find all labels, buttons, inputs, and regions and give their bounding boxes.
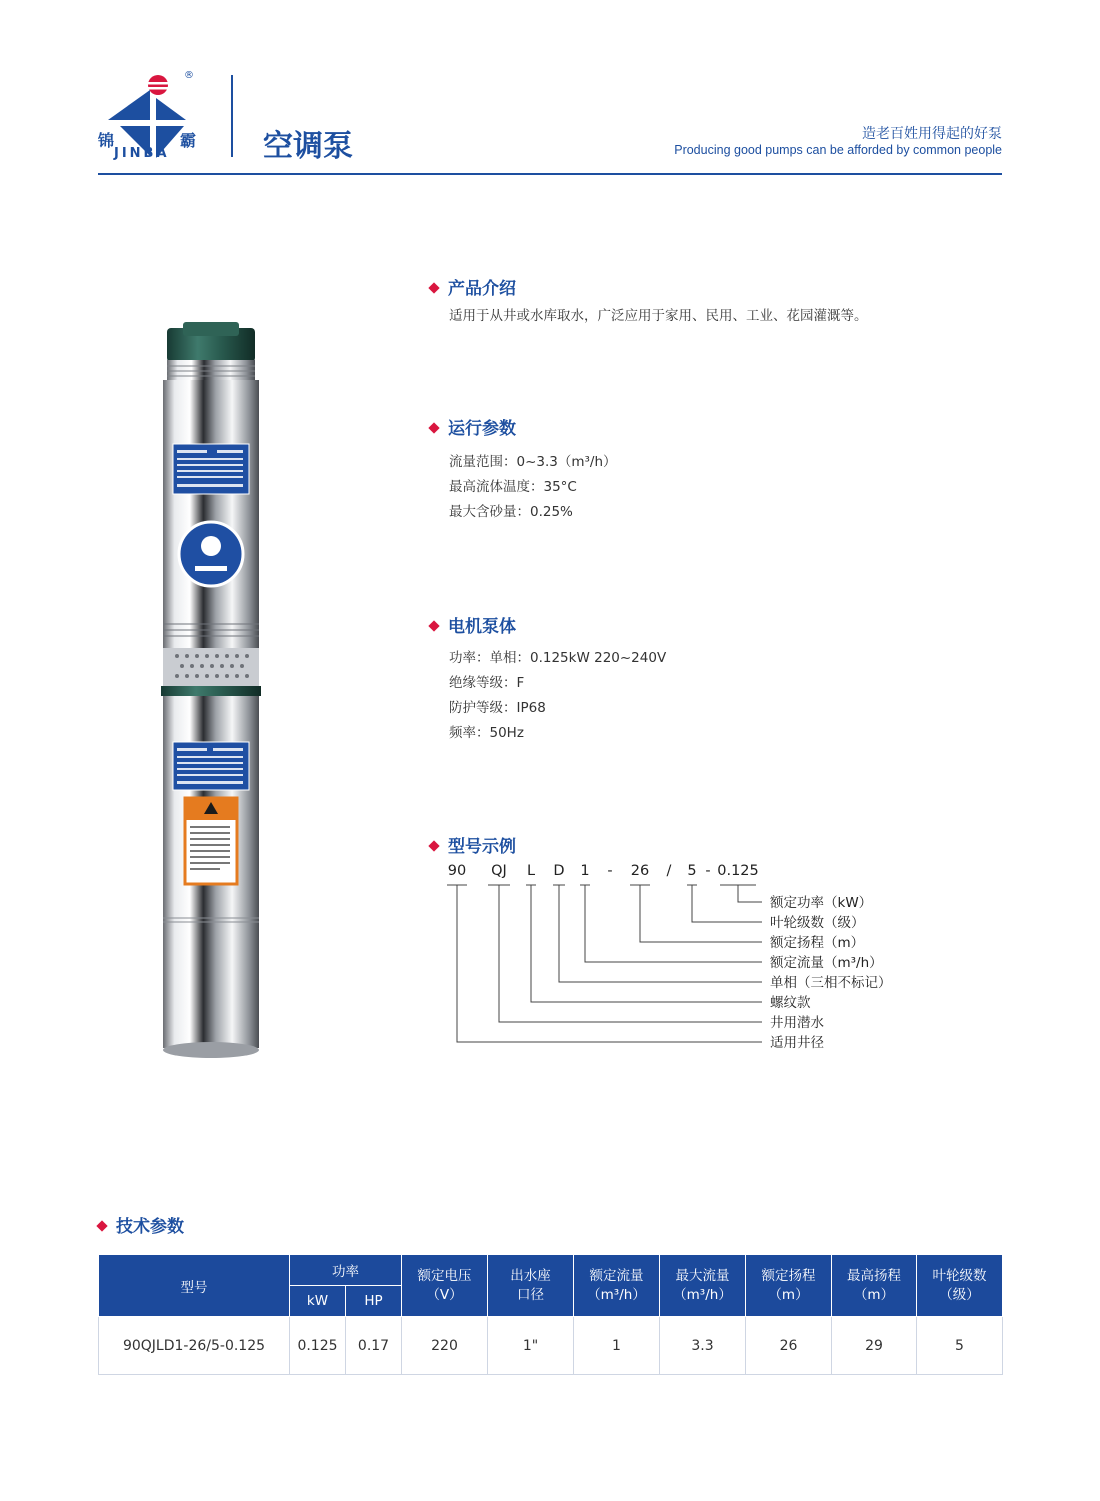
col-outlet: 出水座 口径 — [488, 1255, 574, 1317]
pump-image — [157, 322, 265, 1062]
model-part-slash: / — [666, 863, 672, 879]
model-part-1: 1 — [580, 863, 590, 879]
diamond-bullet-icon — [428, 422, 439, 433]
model-part-d: D — [553, 863, 565, 879]
cell-stages: 5 — [917, 1317, 1003, 1375]
operation-list — [449, 450, 617, 525]
operation-line: 最大含砂量：0.25% — [449, 504, 573, 520]
model-label-stages: 叶轮级数（级） — [770, 915, 865, 931]
operation-line: 最高流体温度：35°C — [449, 479, 577, 495]
diamond-bullet-icon — [96, 1220, 107, 1231]
model-code-diagram — [440, 858, 920, 1058]
brand-en: JINBA — [114, 146, 170, 161]
tech-table — [98, 1254, 1003, 1375]
page-title: 空调泵 — [263, 129, 353, 164]
col-hp: HP — [346, 1286, 402, 1317]
motor-line: 频率：50Hz — [449, 725, 524, 741]
header-divider — [231, 75, 233, 157]
model-part-5: 5 — [687, 863, 697, 879]
cell-rated-head: 26 — [746, 1317, 832, 1375]
model-part-dash2: - — [705, 863, 711, 879]
intro-text: 适用于从井或水库取水，广泛应用于家用、民用、工业、花园灌溉等。 — [449, 308, 868, 324]
cell-voltage: 220 — [402, 1317, 488, 1375]
diamond-bullet-icon — [428, 282, 439, 293]
cell-rated-flow: 1 — [574, 1317, 660, 1375]
cell-outlet: 1" — [488, 1317, 574, 1375]
col-model: 型号 — [99, 1255, 290, 1317]
model-part-l: L — [526, 863, 536, 879]
model-label-thread: 螺纹款 — [770, 995, 811, 1011]
header-rule — [98, 173, 1002, 175]
table-row — [99, 1317, 1003, 1375]
model-heading: 型号示例 — [430, 832, 516, 857]
col-voltage: 额定电压 （V） — [402, 1255, 488, 1317]
motor-line: 绝缘等级：F — [449, 675, 525, 691]
diamond-bullet-icon — [428, 840, 439, 851]
motor-line: 防护等级：IP68 — [449, 700, 546, 716]
col-max-head: 最高扬程 （m） — [832, 1255, 917, 1317]
intro-heading: 产品介绍 — [430, 274, 516, 299]
cell-model: 90QJLD1-26/5-0.125 — [99, 1317, 290, 1375]
model-label-power: 额定功率（kW） — [770, 895, 873, 911]
model-part-26: 26 — [630, 863, 650, 879]
operation-heading: 运行参数 — [430, 414, 516, 439]
cell-max-head: 29 — [832, 1317, 917, 1375]
col-max-flow: 最大流量 （m³/h） — [660, 1255, 746, 1317]
registered-mark: ® — [184, 70, 194, 81]
cell-hp: 0.17 — [346, 1317, 402, 1375]
tech-heading: 技术参数 — [98, 1212, 184, 1237]
diamond-bullet-icon — [428, 620, 439, 631]
model-label-flow: 额定流量（m³/h） — [770, 955, 883, 971]
col-kw: kW — [290, 1286, 346, 1317]
col-power: 功率 — [290, 1255, 402, 1286]
model-label-well: 适用井径 — [770, 1035, 824, 1051]
cell-kw: 0.125 — [290, 1317, 346, 1375]
slogan-en: Producing good pumps can be afforded by common people — [674, 143, 1002, 157]
model-label-head: 额定扬程（m） — [770, 935, 865, 951]
model-part-0125: 0.125 — [717, 863, 759, 879]
col-stages: 叶轮级数 （级） — [917, 1255, 1003, 1317]
motor-line: 功率：单相：0.125kW 220~240V — [449, 650, 667, 666]
model-part-dash1: - — [607, 863, 613, 879]
motor-list — [449, 646, 666, 746]
col-rated-head: 额定扬程 （m） — [746, 1255, 832, 1317]
cell-max-flow: 3.3 — [660, 1317, 746, 1375]
motor-heading: 电机泵体 — [430, 612, 516, 637]
brand-cn-right: 霸 — [180, 131, 197, 150]
col-rated-flow: 额定流量 （m³/h） — [574, 1255, 660, 1317]
model-label-submersible: 井用潜水 — [770, 1015, 824, 1031]
brand-cn-left: 锦 — [98, 131, 115, 150]
model-part-qj: QJ — [491, 863, 507, 879]
model-label-phase: 单相（三相不标记） — [770, 975, 892, 991]
slogan-cn: 造老百姓用得起的好泵 — [862, 126, 1002, 142]
operation-line: 流量范围：0~3.3（m³/h） — [449, 454, 617, 470]
model-part-90: 90 — [447, 863, 467, 879]
